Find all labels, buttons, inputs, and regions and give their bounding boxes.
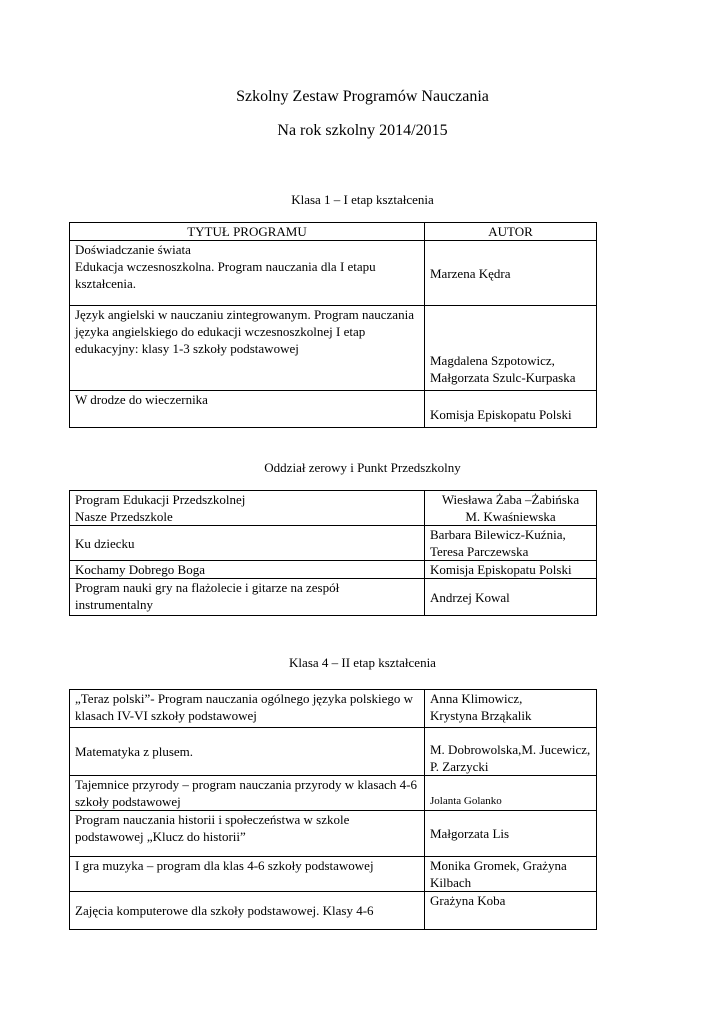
table-row bbox=[70, 526, 597, 561]
program-line: Program nauki gry na flażolecie i gitarze na zespół instrumentalny bbox=[75, 580, 340, 612]
author-line: Andrzej Kowal bbox=[430, 589, 510, 605]
author-line: Grażyna Koba bbox=[430, 893, 506, 908]
table-row bbox=[70, 728, 597, 776]
author-cell bbox=[425, 892, 597, 930]
author-cell bbox=[425, 526, 597, 561]
author-cell bbox=[425, 857, 597, 892]
program-line: Zajęcia komputerowe dla szkoły podstawowej. Klasy 4-6 bbox=[75, 903, 374, 918]
program-line: „Teraz polski”- Program nauczania ogólnego języka polskiego w klasach IV-VI szkoły podstawowej bbox=[75, 691, 414, 723]
program-cell bbox=[70, 241, 425, 306]
table-row bbox=[70, 491, 597, 526]
author-line: Marzena Kędra bbox=[430, 265, 511, 281]
table-row bbox=[70, 579, 597, 616]
author-cell bbox=[425, 491, 597, 526]
program-line: Program nauczania historii i społeczeństwa w szkole podstawowej „Klucz do historii” bbox=[75, 812, 350, 844]
author-line: Krystyna Brząkalik bbox=[430, 708, 532, 723]
author-cell bbox=[425, 811, 597, 857]
program-line: Doświadczanie świata bbox=[75, 242, 191, 257]
program-cell bbox=[70, 579, 425, 616]
author-cell bbox=[425, 728, 597, 776]
program-cell bbox=[70, 561, 425, 579]
program-line: Edukacja wczesnoszkolna. Program nauczania dla I etapu kształcenia. bbox=[75, 259, 376, 291]
author-line: M. Dobrowolska,M. Jucewicz, P. Zarzycki bbox=[430, 742, 591, 774]
author-line: Wiesława Żaba –Żabińska bbox=[441, 492, 580, 507]
header-author: AUTOR bbox=[425, 223, 597, 241]
section-title-klasa-4: Klasa 4 – II etap kształcenia bbox=[289, 655, 436, 670]
table-row bbox=[70, 306, 597, 391]
program-line: Język angielski w nauczaniu zintegrowanym. Program nauczania języka angielskiego do edukacji wczesnoszkolnej I etap edukacyjny: klasy 1-3 szkoły podstawowej bbox=[75, 307, 414, 356]
author-line: Komisja Episkopatu Polski bbox=[430, 407, 572, 422]
program-line: Matematyka z plusem. bbox=[75, 744, 194, 759]
program-cell bbox=[70, 391, 425, 428]
table-row bbox=[70, 776, 597, 811]
author-cell bbox=[425, 690, 597, 728]
program-cell bbox=[70, 728, 425, 776]
author-cell bbox=[425, 306, 597, 391]
table-klasa-1 bbox=[69, 222, 597, 428]
program-cell bbox=[70, 690, 425, 728]
table-klasa-4 bbox=[69, 689, 597, 930]
table-row bbox=[70, 892, 597, 930]
program-line: Tajemnice przyrody – program nauczania przyrody w klasach 4-6 szkoły podstawowej bbox=[75, 777, 418, 809]
author-line: Małgorzata Lis bbox=[430, 826, 510, 841]
program-cell bbox=[70, 811, 425, 857]
author-cell bbox=[425, 241, 597, 306]
section-title-oddzial-zerowy: Oddział zerowy i Punkt Przedszkolny bbox=[264, 460, 461, 475]
author-cell bbox=[425, 391, 597, 428]
program-cell bbox=[70, 776, 425, 811]
table-row bbox=[70, 391, 597, 428]
program-line: Kochamy Dobrego Boga bbox=[75, 562, 205, 577]
table-row bbox=[70, 690, 597, 728]
table-row bbox=[70, 857, 597, 892]
section-title-klasa-1: Klasa 1 – I etap kształcenia bbox=[291, 192, 434, 207]
document-title: Szkolny Zestaw Programów Nauczania bbox=[236, 88, 489, 105]
program-line: W drodze do wieczernika bbox=[75, 392, 208, 407]
author-line: Barbara Bilewicz-Kuźnia, bbox=[430, 527, 566, 542]
table-row bbox=[70, 561, 597, 579]
program-line: Nasze Przedszkole bbox=[75, 509, 173, 524]
program-line: Ku dziecku bbox=[75, 535, 135, 551]
author-cell bbox=[425, 776, 597, 811]
author-line: Monika Gromek, Grażyna Kilbach bbox=[430, 858, 567, 890]
header-program-title: TYTUŁ PROGRAMU bbox=[70, 223, 425, 241]
program-line: Program Edukacji Przedszkolnej bbox=[75, 492, 246, 507]
program-line: I gra muzyka – program dla klas 4-6 szkoły podstawowej bbox=[75, 858, 374, 873]
table-row bbox=[70, 241, 597, 306]
author-cell bbox=[425, 579, 597, 616]
table-row bbox=[70, 811, 597, 857]
author-line: Anna Klimowicz, bbox=[430, 691, 523, 706]
program-cell bbox=[70, 306, 425, 391]
author-line: Jolanta Golanko bbox=[430, 795, 502, 807]
author-line: Komisja Episkopatu Polski bbox=[430, 562, 572, 577]
table-oddzial-zerowy bbox=[69, 490, 597, 616]
author-line: Magdalena Szpotowicz, Małgorzata Szulc-Kurpaska bbox=[430, 353, 576, 385]
program-cell bbox=[70, 892, 425, 930]
program-cell bbox=[70, 526, 425, 561]
author-line: Teresa Parczewska bbox=[430, 544, 529, 559]
program-cell bbox=[70, 857, 425, 892]
program-cell bbox=[70, 491, 425, 526]
author-line: M. Kwaśniewska bbox=[465, 509, 556, 524]
school-year: Na rok szkolny 2014/2015 bbox=[277, 122, 448, 139]
author-cell bbox=[425, 561, 597, 579]
table-header-row bbox=[70, 223, 597, 241]
